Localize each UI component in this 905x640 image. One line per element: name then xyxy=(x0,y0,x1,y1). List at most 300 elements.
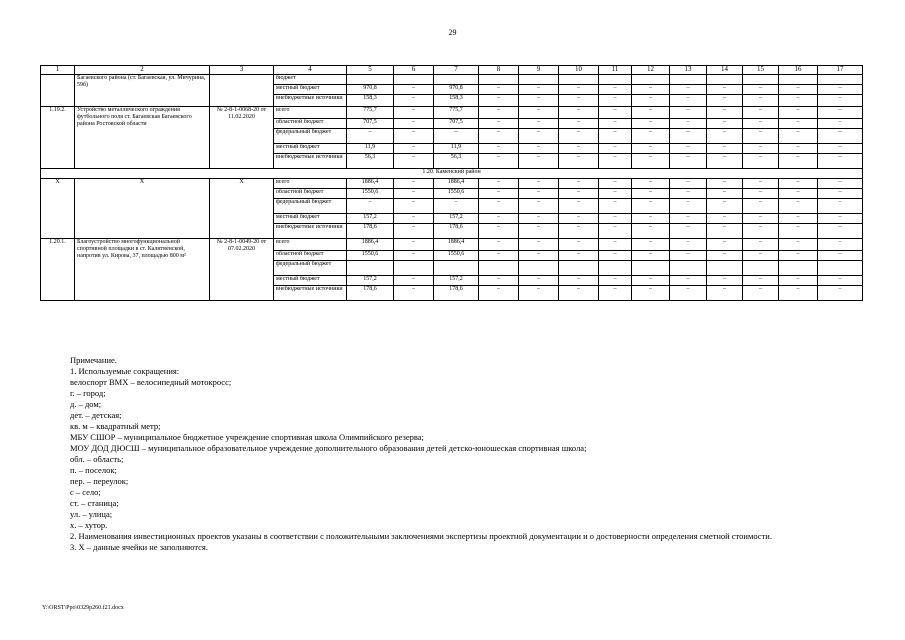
value-cell: 970,8 xyxy=(347,85,394,95)
value-cell: – xyxy=(707,85,743,95)
value-cell: 158,3 xyxy=(434,95,479,107)
funding-source-cell: областной бюджет xyxy=(274,251,347,261)
value-cell: – xyxy=(559,144,599,154)
value-cell: – xyxy=(632,189,670,199)
value-cell: – xyxy=(394,276,434,286)
note-line: дет. – детская; xyxy=(70,410,122,420)
value-cell: – xyxy=(559,85,599,95)
value-cell: – xyxy=(743,179,779,189)
funding-source-cell: всего xyxy=(274,179,347,189)
value-cell: 1886,4 xyxy=(347,179,394,189)
value-cell: – xyxy=(779,251,818,261)
value-cell: 775,7 xyxy=(434,107,479,119)
note-line: МБУ СШОР – муниципальное бюджетное учреждение спортивная школа Олимпийского резерва; xyxy=(70,432,424,442)
value-cell: – xyxy=(479,95,519,107)
value-cell xyxy=(779,261,818,276)
value-cell: – xyxy=(394,129,434,144)
value-cell: – xyxy=(707,286,743,301)
value-cell: – xyxy=(743,189,779,199)
value-cell: – xyxy=(394,239,434,251)
value-cell: – xyxy=(743,107,779,119)
value-cell xyxy=(599,261,632,276)
value-cell: – xyxy=(599,189,632,199)
value-cell: 157,2 xyxy=(434,276,479,286)
value-cell: 178,6 xyxy=(347,224,394,239)
value-cell: – xyxy=(670,119,707,129)
value-cell: – xyxy=(519,119,559,129)
note-line: 1. Используемые сокращения: xyxy=(70,366,180,376)
value-cell: – xyxy=(818,189,863,199)
note-line: с – село; xyxy=(70,487,101,497)
value-cell: – xyxy=(670,189,707,199)
value-cell: – xyxy=(818,144,863,154)
funding-source-cell: областной бюджет xyxy=(274,119,347,129)
note-line: 2. Наименования инвестиционных проектов указаны в соответствии с положительными заключениями экспертизы проектной документации и о достоверности определения сметной стоимости. xyxy=(70,531,772,541)
value-cell: – xyxy=(818,239,863,251)
value-cell: – xyxy=(670,107,707,119)
value-cell: – xyxy=(394,286,434,301)
value-cell: – xyxy=(707,179,743,189)
note-line: г. – город; xyxy=(70,388,106,398)
value-cell: – xyxy=(479,251,519,261)
value-cell: – xyxy=(519,276,559,286)
value-cell: 178,6 xyxy=(434,224,479,239)
value-cell: 157,2 xyxy=(347,276,394,286)
value-cell: – xyxy=(394,95,434,107)
value-cell: – xyxy=(779,107,818,119)
expertise-cell xyxy=(210,75,274,107)
header-cell: 9 xyxy=(519,66,559,75)
value-cell: – xyxy=(599,224,632,239)
value-cell: – xyxy=(632,179,670,189)
value-cell: – xyxy=(632,214,670,224)
value-cell: – xyxy=(779,179,818,189)
value-cell: – xyxy=(559,286,599,301)
note-line: 3. Х – данные ячейки не заполняются. xyxy=(70,542,208,552)
value-cell: – xyxy=(632,199,670,214)
value-cell: – xyxy=(434,199,479,214)
value-cell: – xyxy=(779,154,818,169)
table-row xyxy=(41,179,863,189)
value-cell xyxy=(632,75,670,85)
expertise-cell: Х xyxy=(210,179,274,239)
value-cell: 11,9 xyxy=(434,144,479,154)
value-cell: – xyxy=(707,144,743,154)
value-cell: – xyxy=(707,119,743,129)
value-cell: – xyxy=(743,276,779,286)
value-cell: – xyxy=(559,224,599,239)
value-cell: – xyxy=(599,199,632,214)
note-line: Примечание. xyxy=(70,355,117,365)
value-cell: – xyxy=(479,144,519,154)
value-cell: – xyxy=(779,85,818,95)
header-cell: 8 xyxy=(479,66,519,75)
value-cell: – xyxy=(519,144,559,154)
value-cell: – xyxy=(818,214,863,224)
value-cell: – xyxy=(559,276,599,286)
value-cell: – xyxy=(599,129,632,144)
expertise-cell: № 2-8-1-0049-20 от 07.02.2020 xyxy=(210,239,274,301)
value-cell: – xyxy=(707,129,743,144)
value-cell: – xyxy=(559,129,599,144)
value-cell: – xyxy=(599,144,632,154)
value-cell: – xyxy=(519,239,559,251)
value-cell: 1550,6 xyxy=(434,189,479,199)
value-cell: 157,2 xyxy=(347,214,394,224)
value-cell: 158,3 xyxy=(347,95,394,107)
value-cell: – xyxy=(743,95,779,107)
value-cell: – xyxy=(818,179,863,189)
value-cell: – xyxy=(559,107,599,119)
value-cell: – xyxy=(394,119,434,129)
funding-source-cell: всего xyxy=(274,107,347,119)
value-cell: – xyxy=(599,214,632,224)
value-cell: 707,5 xyxy=(434,119,479,129)
item-name-cell: Багаевского района (ст. Багаевская, ул. Мичурина, 59б) xyxy=(75,75,210,107)
value-cell: – xyxy=(818,276,863,286)
value-cell: – xyxy=(779,286,818,301)
value-cell xyxy=(599,75,632,85)
value-cell: 1886,4 xyxy=(434,239,479,251)
value-cell: – xyxy=(479,239,519,251)
value-cell: 775,7 xyxy=(347,107,394,119)
note-line: пер. – переулок; xyxy=(70,476,129,486)
value-cell: – xyxy=(743,154,779,169)
value-cell: 707,5 xyxy=(347,119,394,129)
value-cell: – xyxy=(818,129,863,144)
value-cell: – xyxy=(394,224,434,239)
funding-source-cell: внебюджетные источники xyxy=(274,286,347,301)
value-cell xyxy=(707,261,743,276)
value-cell xyxy=(559,75,599,85)
note-line: обл. – область; xyxy=(70,454,124,464)
value-cell: – xyxy=(632,276,670,286)
value-cell xyxy=(519,261,559,276)
value-cell: – xyxy=(670,179,707,189)
value-cell: – xyxy=(559,154,599,169)
value-cell xyxy=(394,75,434,85)
value-cell: 970,8 xyxy=(434,85,479,95)
value-cell: – xyxy=(479,189,519,199)
value-cell: – xyxy=(519,251,559,261)
value-cell: – xyxy=(599,119,632,129)
value-cell: – xyxy=(479,276,519,286)
value-cell: – xyxy=(599,95,632,107)
value-cell: – xyxy=(632,107,670,119)
header-cell: 7 xyxy=(434,66,479,75)
value-cell: – xyxy=(479,85,519,95)
value-cell: – xyxy=(670,214,707,224)
value-cell: – xyxy=(519,154,559,169)
value-cell: – xyxy=(670,154,707,169)
value-cell: – xyxy=(394,214,434,224)
funding-source-cell: местный бюджет xyxy=(274,85,347,95)
header-cell: 4 xyxy=(274,66,347,75)
value-cell: – xyxy=(394,199,434,214)
funding-source-cell: внебюджетные источники xyxy=(274,95,347,107)
note-line: п. – поселок; xyxy=(70,465,117,475)
value-cell: – xyxy=(479,119,519,129)
value-cell: – xyxy=(519,95,559,107)
value-cell: – xyxy=(779,199,818,214)
value-cell: 178,6 xyxy=(347,286,394,301)
value-cell: – xyxy=(559,95,599,107)
value-cell: – xyxy=(632,239,670,251)
value-cell: – xyxy=(632,286,670,301)
note-line: кв. м – квадратный метр; xyxy=(70,421,161,431)
item-number-cell: 1.19.2. xyxy=(41,107,75,169)
value-cell: – xyxy=(670,276,707,286)
value-cell: – xyxy=(779,224,818,239)
funding-source-cell: внебюджетные источники xyxy=(274,224,347,239)
value-cell: – xyxy=(479,224,519,239)
value-cell: – xyxy=(479,199,519,214)
value-cell: 178,6 xyxy=(434,286,479,301)
value-cell: – xyxy=(599,276,632,286)
value-cell: – xyxy=(779,276,818,286)
value-cell xyxy=(818,75,863,85)
value-cell: – xyxy=(394,144,434,154)
value-cell: – xyxy=(743,239,779,251)
header-cell: 2 xyxy=(75,66,210,75)
header-cell: 15 xyxy=(743,66,779,75)
note-line: МОУ ДОД ДЮСШ – муниципальное образовательное учреждение дополнительного образования детей детско-юношеская спортивная школа; xyxy=(70,443,587,453)
value-cell: – xyxy=(670,239,707,251)
value-cell: – xyxy=(479,214,519,224)
value-cell: – xyxy=(632,251,670,261)
value-cell: – xyxy=(707,107,743,119)
value-cell: – xyxy=(779,239,818,251)
expertise-cell: № 2-8-1-0068-20 от 11.02.2020 xyxy=(210,107,274,169)
value-cell: – xyxy=(818,95,863,107)
value-cell: – xyxy=(670,95,707,107)
item-number-cell xyxy=(41,75,75,107)
value-cell xyxy=(347,75,394,85)
value-cell xyxy=(519,75,559,85)
value-cell xyxy=(479,75,519,85)
value-cell: – xyxy=(670,129,707,144)
funding-source-cell: федеральный бюджет xyxy=(274,261,347,276)
value-cell: 1886,4 xyxy=(347,239,394,251)
item-name-cell: Устройство металлического ограждения футбольного поля ст. Багаевская Багаевского района Ростовской области xyxy=(75,107,210,169)
value-cell: – xyxy=(394,107,434,119)
funding-source-cell: федеральный бюджет xyxy=(274,199,347,214)
value-cell: – xyxy=(707,224,743,239)
value-cell: 11,9 xyxy=(347,144,394,154)
value-cell: – xyxy=(818,85,863,95)
funding-source-cell: местный бюджет xyxy=(274,276,347,286)
value-cell: – xyxy=(599,239,632,251)
notes-section xyxy=(70,355,870,553)
value-cell: – xyxy=(670,144,707,154)
value-cell: – xyxy=(632,119,670,129)
funding-source-cell: областной бюджет xyxy=(274,189,347,199)
value-cell: – xyxy=(632,129,670,144)
table-row xyxy=(41,75,863,85)
value-cell: – xyxy=(779,129,818,144)
value-cell xyxy=(632,261,670,276)
note-line: велоспорт ВМХ – велосипедный мотокросс; xyxy=(70,377,232,387)
value-cell: – xyxy=(479,286,519,301)
value-cell: – xyxy=(743,144,779,154)
section-title: 1.20. Каменский район xyxy=(41,169,863,179)
value-cell: – xyxy=(743,214,779,224)
value-cell: – xyxy=(559,251,599,261)
value-cell: – xyxy=(818,251,863,261)
file-path-footer: Y:\ORST\Ppo\0329p260.f21.docx xyxy=(42,605,124,611)
value-cell xyxy=(743,75,779,85)
value-cell: – xyxy=(347,199,394,214)
section-row xyxy=(41,169,863,179)
table-header-row xyxy=(41,66,863,75)
note-line: ст. – станица; xyxy=(70,498,119,508)
value-cell: – xyxy=(394,251,434,261)
value-cell: – xyxy=(632,224,670,239)
value-cell xyxy=(347,261,394,276)
value-cell xyxy=(818,261,863,276)
value-cell: – xyxy=(559,239,599,251)
header-cell: 6 xyxy=(394,66,434,75)
value-cell: – xyxy=(707,239,743,251)
header-cell: 12 xyxy=(632,66,670,75)
header-cell: 11 xyxy=(599,66,632,75)
note-line: х. – хутор. xyxy=(70,520,108,530)
value-cell: – xyxy=(818,199,863,214)
value-cell: – xyxy=(519,189,559,199)
value-cell: 56,3 xyxy=(434,154,479,169)
value-cell: – xyxy=(519,107,559,119)
header-cell: 5 xyxy=(347,66,394,75)
header-cell: 3 xyxy=(210,66,274,75)
value-cell: 1550,6 xyxy=(347,251,394,261)
header-cell: 16 xyxy=(779,66,818,75)
investment-table xyxy=(40,65,863,301)
item-name-cell: Х xyxy=(75,179,210,239)
value-cell: 56,3 xyxy=(347,154,394,169)
value-cell: – xyxy=(599,251,632,261)
header-cell: 10 xyxy=(559,66,599,75)
funding-source-cell: всего xyxy=(274,239,347,251)
value-cell: – xyxy=(519,85,559,95)
value-cell: – xyxy=(519,286,559,301)
value-cell: – xyxy=(670,224,707,239)
funding-source-cell: внебюджетные источники xyxy=(274,154,347,169)
value-cell: – xyxy=(707,276,743,286)
value-cell: – xyxy=(599,107,632,119)
header-cell: 1 xyxy=(41,66,75,75)
value-cell: – xyxy=(707,251,743,261)
header-cell: 14 xyxy=(707,66,743,75)
funding-source-cell: местный бюджет xyxy=(274,214,347,224)
value-cell: – xyxy=(707,189,743,199)
value-cell: – xyxy=(632,144,670,154)
value-cell: – xyxy=(559,199,599,214)
page-number: 29 xyxy=(448,28,457,37)
note-line: д. – дом; xyxy=(70,399,102,409)
value-cell: – xyxy=(818,107,863,119)
item-number-cell: 1.20.1. xyxy=(41,239,75,301)
value-cell: – xyxy=(707,214,743,224)
value-cell: – xyxy=(559,179,599,189)
value-cell: – xyxy=(632,85,670,95)
value-cell: – xyxy=(743,119,779,129)
value-cell: – xyxy=(479,107,519,119)
value-cell: – xyxy=(394,179,434,189)
value-cell: 1550,6 xyxy=(434,251,479,261)
value-cell xyxy=(670,261,707,276)
value-cell: – xyxy=(818,224,863,239)
value-cell xyxy=(707,75,743,85)
value-cell xyxy=(434,261,479,276)
value-cell: – xyxy=(670,199,707,214)
value-cell: – xyxy=(670,251,707,261)
value-cell: – xyxy=(743,224,779,239)
value-cell: – xyxy=(519,199,559,214)
value-cell: – xyxy=(599,179,632,189)
value-cell: – xyxy=(394,85,434,95)
value-cell: – xyxy=(779,95,818,107)
value-cell: – xyxy=(559,119,599,129)
value-cell: – xyxy=(818,286,863,301)
header-cell: 13 xyxy=(670,66,707,75)
value-cell: – xyxy=(347,129,394,144)
value-cell xyxy=(479,261,519,276)
value-cell: – xyxy=(779,214,818,224)
value-cell: – xyxy=(519,179,559,189)
value-cell: – xyxy=(519,129,559,144)
value-cell: – xyxy=(707,154,743,169)
value-cell: – xyxy=(818,154,863,169)
value-cell: – xyxy=(743,251,779,261)
value-cell: – xyxy=(707,199,743,214)
value-cell: – xyxy=(670,286,707,301)
value-cell: – xyxy=(559,189,599,199)
value-cell: – xyxy=(599,154,632,169)
value-cell: – xyxy=(632,154,670,169)
value-cell: – xyxy=(779,144,818,154)
value-cell: – xyxy=(434,129,479,144)
value-cell xyxy=(394,261,434,276)
value-cell: – xyxy=(779,119,818,129)
value-cell xyxy=(743,261,779,276)
funding-source-cell: федеральный бюджет xyxy=(274,129,347,144)
value-cell: – xyxy=(632,95,670,107)
value-cell: – xyxy=(519,214,559,224)
value-cell xyxy=(434,75,479,85)
table-row xyxy=(41,107,863,119)
value-cell: – xyxy=(599,286,632,301)
value-cell: – xyxy=(559,214,599,224)
value-cell xyxy=(559,261,599,276)
value-cell: – xyxy=(779,189,818,199)
funding-source-cell: местный бюджет xyxy=(274,144,347,154)
value-cell: – xyxy=(670,85,707,95)
header-cell: 17 xyxy=(818,66,863,75)
value-cell xyxy=(779,75,818,85)
value-cell: 157,2 xyxy=(434,214,479,224)
item-name-cell: Благоустройство многофункциональной спортивной площадки в ст. Калитвенской, напротив ул. Кирова, 37, площадью 800 м² xyxy=(75,239,210,301)
value-cell: – xyxy=(707,95,743,107)
value-cell: – xyxy=(743,199,779,214)
value-cell: – xyxy=(818,119,863,129)
item-number-cell: Х xyxy=(41,179,75,239)
value-cell: – xyxy=(479,154,519,169)
value-cell: 1550,6 xyxy=(347,189,394,199)
value-cell: – xyxy=(479,129,519,144)
value-cell: – xyxy=(743,286,779,301)
value-cell: – xyxy=(519,224,559,239)
funding-source-cell: бюджет xyxy=(274,75,347,85)
